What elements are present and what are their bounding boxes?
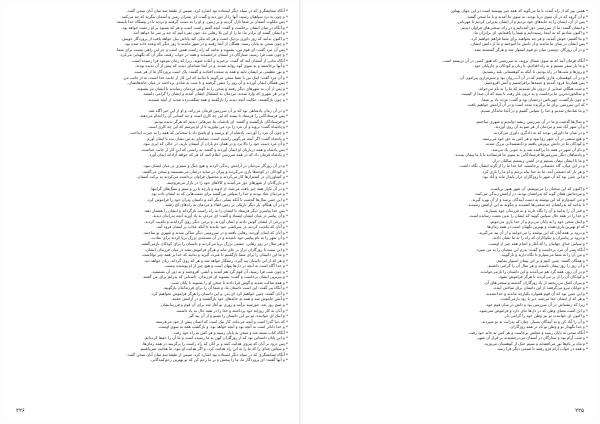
text-line: * همین نور که از راه آمده، با ما می‌گوید که همه چیز پیوسته است در این جهان پهناور. (449, 8, 588, 13)
text-line: * و بازرگانان از شهرهای دور می‌آمدند و کالاهای خود را در بازار می‌فروختند. (165, 179, 288, 185)
text-line: * آنگاه ستایشگری که در سپاه دیگر ایستاده بود اشاره کرد، سپس از طبقهٔ سه میان آنان سخن گفت. (126, 8, 288, 13)
text-line: * و آنها گفتند: ای پروردگار ما، ما را ببخش و بر ما رحم کن که تو بهترین رحم‌کنندگانی. (149, 357, 288, 363)
text-line: * و ما بار سفر بستیم و به راه افتادیم، با زنان و کودکان و چارپایان خود. (473, 63, 588, 69)
text-line: * و آن روز را روز پیمان نامیدند و هر سال آن را گرامی داشتند. (487, 263, 588, 269)
text-line: * و در آن روزگار، دوستی میان دو قوم استوار شد و هرگز گسسته نشد. (473, 46, 588, 52)
text-line: * و در آن بازار همه چیز یافت می‌شد، از ادویه و پارچه تا زر و سیم و سنگ‌های گرانبها. (150, 185, 288, 191)
text-line: * و سالخورده‌ترین ما برخاست و به درون غار رفت تا ببیند که آن صدا از کیست. (460, 91, 588, 97)
text-line: * و این پایان داستانی بود که از روزگاران کهن به ما رسیده است و ما آن را حفظ کرده‌ایم. (143, 335, 288, 341)
text-line: * و من امیدوارم که این نوشته به دست آیندگان برسد و از آن بهره گیرند. (471, 196, 588, 202)
text-line: * و فرستادگان بازگشتند و گفتند: ای پادشاه، ما چیزهایی دیدیم که هرگز ندیده بودیم. (153, 118, 288, 124)
text-line: * و آتش خاموش شد و همه به خانه‌های خود بازگشتند و در آرامش خفتند. (170, 296, 288, 302)
text-line: * پس خدا پیامبری دیگر فرستاد تا ایشان را به راه راست بازگرداند و ایشان را هشدار دهد. (143, 207, 288, 213)
text-line: * و سپاس خدای جهانیان را که آغاز و انجام همه چیز از اوست. (487, 240, 588, 246)
text-line: * و پیران اشک می‌ریختند از یاد روزگاران گذشته و سختی‌های آن. (483, 279, 588, 285)
text-line: * و چون بازگشتند، حکایت آنچه دیدند را بازگفتند و همه شگفت‌زده شدند از آنچه شنیدند. (147, 96, 288, 102)
text-line: * پس همگان ایمان آوردند و آن روز را جشن گرفتند و تا شب به شادی پرداختند در میان خانه‌هایشان. (127, 80, 288, 86)
text-line: * پس همان‌جا فرود آمدیم و خیمه‌ها برافراشتیم و آتش افروختیم. (484, 80, 588, 86)
text-line: * و روزها و شب‌ها در راه بودیم، تا آنکه به کوهستانی بلند رسیدیم. (481, 69, 588, 75)
text-line: * و آنان که ایمان آوردند، رهایی یافتند و در سرزمینی دیگر ساکن شدند و شهری نو ساختند. (142, 229, 288, 235)
right-page-body (312, 8, 588, 400)
text-line: * و هر بار که دشمنی آمد، ما به خدا پناه بردیم و او ما را یاری کرد. (481, 168, 588, 174)
text-line: * آنگاه ستایشگری که در سپاه دیگر ایستاده بود اشاره کرد، سپس از طبقهٔ سه میان آنان سخن گفت. (126, 351, 288, 357)
text-line: * و خدا نگهدار تو و وطن تو باد در همه روزگاران. (509, 324, 588, 330)
text-line: * و هیچ ستمی در آن شهر روا نبود و هر کس به حق خود می‌رسید. (481, 135, 588, 141)
text-line: * و درود بر پیامبران و نیکوکاران که راه را به ما نشان دادند. (491, 235, 588, 241)
text-line: * و شب هنگام، صدایی از درون غار شنیدیم که ما را به نام می‌خواند. (477, 85, 588, 91)
text-line: * آنگاه پسر آن مرد برخاست و گفت: پدرم این سخنان را به من سپرد. (475, 246, 588, 252)
text-line: * و در میان ما داورانی بودند که به دادگری داوری می‌کردند. (492, 130, 588, 136)
text-line: * و من آن را به شما می‌سپارم تا نگاه دارید و بازگویید. (500, 252, 588, 258)
text-line: * و آن پیامبر در میان ایشان ایستاد و گفت: ای مردم، به یاد آورید آنچه پدرانتان دیدند. (151, 213, 288, 219)
text-line: * و خدا آگاه است به آنچه در دل‌ها پنهان است و هیچ چیز از او پوشیده نیست. (164, 263, 288, 269)
book-gutter (299, 0, 301, 424)
left-page-number: ۲۲۶ (16, 408, 25, 414)
text-line: * و آنگاه پیر گفت: این است داستان ما، و شما آن را برای فرزندانتان بازگویید. (162, 285, 288, 291)
text-line: * و این سنت تا روزگاران دراز بر جای ماند و هرگز فراموش نشد در میان فرزندان ایشان. (144, 246, 288, 252)
text-line: * و درود بر همه آنان که این نوشته را می‌خوانند و از آن پند می‌گیرند. (477, 229, 588, 235)
text-line: * و اکنون شادیم که به اینجا رسیده‌ایم و شما را یافته‌ایم، ای برادران ما. (473, 30, 588, 36)
text-line: * پس ایشان در میان ما ماندند و از دانش ما آموختند و ما از دانش ایشان. (470, 41, 588, 47)
text-line: * و پادشاه گفت: اگر آنچه می‌گویی راست است، نشانه‌ای به من نشان بده تا ایمان آورم. (145, 135, 288, 141)
text-line: * و چون بازگشت، چهره‌اش درخشان بود و گفت: مژده باد بر شما. (480, 96, 588, 102)
text-line: * و آنگاه در میان ایشان برخاست و گفت: آنچه گفتم راست است و هر که بشنود بر او رحمت خواهد بود. (121, 24, 288, 30)
text-line: * آنگاه کتاب بسته شد و سخن به پایان رسید و هر کس به راه خود رفت. (172, 329, 288, 335)
text-line: * و چون سخن به پایان رسید، همگان از آنجا رفتند و در شهر ماندند تا روز دیگر که وعده داده شده بود. (123, 41, 288, 47)
text-line: * و ما این داستان را برای شما بازگفتیم تا عبرت گیرید و بدانید که خدا بر همه چیز تواناست. (141, 252, 288, 258)
text-line: * و ایشان گفتند: ما از سرزمینی دور آمده‌ایم و در راه، سختی‌های فراوان دیدیم. (460, 24, 588, 30)
text-line: * و ما گفتیم: خوش آمدید، و هر چه بخواهید برای شما فراهم خواهیم کرد. (470, 35, 588, 41)
text-line: * و نام آن شهر در همه جا پراکنده شد و به خوبی یاد می‌شد. (491, 146, 588, 152)
text-line: * پس درود بر آنان که پیروی هدایت کنند و بر آنان که راه راست را برگزینند در همه زمان‌ها. (141, 340, 288, 346)
text-line: * و کودکان آن را از بر می‌کردند تا هرگز فراموش نشود. (497, 274, 588, 280)
text-line: * و آن مرد دست خود را بالا برد و در همان دم باران از آسمان بارید، در حالی که ابری نبود. (142, 141, 288, 147)
text-line: * و قدر آن را بدانند و آن را نگاه دارند و به فرزندان خود بسپارند. (484, 207, 588, 213)
text-line: * و کودکان ما در دانش پرورش یافتند و دانشمندانی بزرگ شدند. (484, 141, 588, 147)
text-line: * و آن گروه که در آن سوی دریا بودند، به سوی ما آمدند و با ما سخن گفتند. (466, 13, 588, 19)
text-line: * و ما با ایشان پیمان بستیم و در آشتی زیستیم سالیان دراز. (491, 157, 588, 163)
text-line: * آنگاه فرمان آمد که به سوی شمال بروید، به سرزمینی که هنوز کسی در آن نزیسته است. (441, 57, 588, 63)
text-line: * و هر سال در روز رهایی، جشنی بزرگ برپا می‌کردند و داستان را برای کودکان بازمی‌گفتند. (140, 240, 288, 246)
text-line: * و آن مرد گفت: اینک من با شما سخن می‌گویم تا بدانید که این کار از جانب خدا است، نه از جانب من. (122, 74, 288, 80)
text-line: * زیرا که ریشه‌اش در آن سرزمین بود و دلش در میان قوم خود. (485, 301, 588, 307)
text-line: * و همه ساکت شدند و گوش فرا دادند تا سخن او را بشنوند تا پایان شب. (170, 279, 288, 285)
text-line: * تا بدانند که پدرانشان چه سختی‌ها کشیدند و چگونه به این آرامش رسیدند. (467, 202, 588, 208)
text-line: * و جوانان نیرو می‌گرفتند از این داستان برای ساختن آینده. (492, 285, 588, 291)
text-line: * و برخی از ایشان گوش دادند و ایمان آوردند، و برخی دیگر روی گرداندند و تکذیب کردند. (144, 218, 288, 224)
text-line: * و آن شهر آباد شد و مردمان از هر سو به آن روی آوردند. (494, 124, 588, 130)
text-line: * و در آن روز، همه گرد هم می‌آمدند و این داستان را بازمی‌خواندند. (479, 268, 588, 274)
text-line: * و اکنون که این سخنان را می‌نویسم، آن شهر هنوز برپاست. (489, 185, 588, 191)
text-line: * و آنها برخاستند و به سوی کوه روانه شدند، و در آنجا نشانه‌ای دیدند که پیش از آن ندیده بودند. (134, 63, 288, 69)
text-line: * و ما شادمان شدیم و خدا را سپاس گفتیم و در آنجا ماندگار شدیم. (479, 107, 588, 113)
text-line: * و نور عظیمی بر ایشان تابید و همه به سجده افتادند و گفتند: پاک است پروردگار ما از هر عیب. (133, 69, 288, 75)
text-line: * و در این میان، گاه دشمنانی برخاستند، اما خدا ما را از گزند ایشان نگاه داشت. (458, 163, 588, 169)
text-line: * و اکنون ای خواننده، تو نیز وطن خود را گرامی دار. (503, 313, 588, 319)
text-line: * و خدا داناتر است به آنچه بود و آنچه خواهد بود، و بازگشت همه به سوی اوست. (157, 324, 288, 330)
text-line: * و خدا را در همه حال سپاس گویند که ایشان را بدین نعمت رسانده است. (468, 213, 588, 219)
text-line: * و چون شب فرا رسید، ستارگان در آسمان درخشیدند و همه در خواب رفتند، مگر آن که نگهبانی می‌کرد. (119, 52, 288, 58)
text-line: * پس ملکوت آسمان بر شما نازل گردید و بر زمین، و او را به دست گرفتند و بردند تا در پیشگاه خدا بایستد. (115, 19, 288, 25)
text-line: * و مردمانش همان گونه که پدرانشان بودند، در آرامش زندگی می‌کنند. (474, 191, 588, 197)
text-line: * که او بهترین یاری‌دهنده و بهترین نگهبان است در همه زمان‌ها. (486, 224, 588, 230)
text-line: * و پس از آن، به شهرهای دیگر رفتند و سخن را به گوش مردمان رساندند تا ایشان نیز بشنوند. (136, 85, 288, 91)
text-line: * و هر که از این داستان پند گیرد، رستگار خواهد شد و هر که روی گرداند، زیان خواهد دید. (143, 257, 288, 263)
text-line: * و سپاس خدای را که ما را به این راه هدایت کرد، و اگر هدایت او نبود، ما هدایت نمی‌یافتیم. (139, 346, 288, 352)
text-line: * و پیرترین ایشان برخاست و گفت: بشنوید ای فرزندان، داستانی که پدرانم برای من گفتند. (142, 274, 288, 280)
left-page-body (12, 8, 288, 400)
text-line: * و کشاورزان در کشتزارها کار می‌کردند و محصول فراوان برداشت می‌کردند به برکت آسمان. (136, 174, 288, 180)
right-page (304, 6, 596, 418)
text-line: * و چون آن مرد را آوردند، پادشاه از او پرسید و او پاسخ داد با سخنانی که همه را به حیرت انداخت. (129, 130, 288, 136)
text-line: * پس آن مرد گفت: ای قوم من، بشنوید و بدانید که راه راست همین است و جز این راهی نیست برای شما. (115, 46, 288, 52)
text-line: * و این چنین بود که آن شهر تا روزگاران دراز پایدار ماند و آباد بود. (481, 174, 588, 180)
text-line: * و همگان گفتند: چنین کنیم و بر این پیمان استوار بمانیم. (496, 257, 588, 263)
text-line: * و سال‌ها گذشت و ما در آن سرزمین ریشه دواندیم و شهری ساختیم. (475, 118, 588, 124)
text-line: * و صبح روز بعد، خورشید برآمد و روزی نو آغاز شد برای آن قوم و فرزندانشان. (159, 301, 288, 307)
text-line: * پس فرستادگانی را فرستاد تا ببینند که این چه کاری است و چه کسانی آن را انجام می‌دهند. (139, 113, 288, 119)
text-line: * که این سرزمین برای ما برگزیده شده است و در آن آرامش خواهیم یافت. (466, 102, 588, 108)
text-line: * و چون به نزد سپاهیان رسید، آنها را از دور دید و گفت: ای پسران زمین و آسمان بنگرید که چه می‌کنید. (120, 13, 288, 19)
text-line: * و در آن هنگام، بار دیگر تاریکی بر زمین افتاد و مردمان به راه‌های کج رفتند. (164, 202, 288, 208)
left-page (4, 6, 296, 418)
text-line: * آنگاه ندایی از آسمان آمد که گفت: برخیزید و آماده شوید، زیرا که زمان موعود فرا رسیده است. (131, 57, 288, 63)
text-line: * و در هر شهری که وارد شدند، مردمان به استقبال ایشان آمدند و ایشان را گرامی داشتند. (142, 91, 288, 97)
text-line: * پس پادشاه و همه درباریان او ایمان آوردند و گفتند: به راستی که این کار از جانب خداست. (140, 146, 288, 152)
text-line: * و در آن روزگار مردمان در آرامش زندگی کردند و هیچ جنگ و ستیزی در میان ایشان نبود. (142, 163, 288, 169)
text-line: * و مردمان شاد بودند و خدا را سپاس می‌گفتند برای نعمت‌هایی که به ایشان داده بود. (150, 191, 288, 197)
text-line: * پس از آن، ایشان را به خانه‌های خود بردیم و از ایشان پذیرایی کردیم با مهربانی. (456, 19, 588, 25)
text-line: * و همه در خواب آرام فرو رفتند تا صبحی دیگر فرا رسد. (496, 346, 588, 352)
text-line: * و اینک ای خواننده، تو نیز این داستان را بشنو و از آن پند گیر. (187, 313, 288, 319)
text-line: * و آن را آباد کن و به آیندگان بسپار، چنان که پدرانت به تو سپردند. (480, 318, 588, 324)
text-line: * و کودکان در کوچه‌ها بازی می‌کردند و پیران در سایه درختان می‌نشستند و سخن می‌گفتند. (141, 168, 288, 174)
text-line: * و اینک سخن خود را به پایان می‌برم و از خدا یاری می‌جویم. (489, 218, 588, 224)
text-line: * و ماه بر بام‌ها نور می‌افشاند و نسیم خنک از کوهستان می‌وزید. (483, 340, 588, 346)
text-line: * و اکنون بدانید که روز داوری نزدیک است و هر که نیکی کند پاداش نیک خواهد یافت از پروردگار خویش. (120, 35, 288, 41)
text-line: * و پادشاهان دیگر سرزمین‌ها فرستادگانی به سوی ما فرستادند تا با ما پیمان ببندند. (454, 152, 588, 158)
text-line: * و ایشان گفتند ای برادر ما، ما را از این بلا رهایی ده، چون نمی‌دانیم که چه بر سر ما خواهد آمد. (132, 30, 288, 36)
text-line: * و چون شب فرا رسید، آن قوم گرد هم آمدند و آتشی افروختند و به دور آن نشستند. (151, 268, 288, 274)
text-line: * و در آن زمان پادشاهی بود که بر آن سرزمین فرمان می‌راند، و او از این خبر آگاه شد. (147, 107, 288, 113)
text-line: * و پادشاه فرمان داد که در همه سرزمین اعلام کنند که هر که خواهد آزادانه ایمان آورد. (148, 152, 288, 158)
text-line: * و این چنین بود که آن قوم همواره یکپارچه ماندند و جدا نشدند. (485, 290, 588, 296)
text-line: * و پادشاه گفت: بروید و آن مرد را نزد من بیاورید تا از او بپرسم که این چه کاری است. (147, 124, 288, 130)
text-line: * و هر که از ایشان جدا می‌شد، دیر یا زود بازمی‌گشت. (499, 296, 588, 302)
text-line: * و این چنین سال‌ها گذشت تا آنکه نسلی دیگر آمد و داستان پدران خود را فراموش کرد. (146, 196, 288, 202)
text-line: * و آن شهر را به نام پیامبر خود نامیدند و در آن مسجدی بزرگ برپا کردند برای عبادت. (150, 235, 288, 241)
text-line: * و شب آرام بود و ستارگان در آسمان می‌درخشیدند بر فراز آن شهر. (476, 335, 588, 341)
text-line: * و آنان که تکذیب کردند، در سرکشی خود ماندند تا آنکه عذاب بر ایشان فرود آمد. (155, 224, 288, 230)
text-line: * و آنان به کار روزانه خود پرداختند و خدا را در همه حال به یاد داشتند. (175, 307, 288, 313)
text-line: * و در آن کوهستان، غاری یافتیم که در آن آب روان بود و سبزه‌زاری پیرامون آن. (459, 74, 588, 80)
text-line: * و این است معنای وطن که در دل‌ها جای دارد و فراموش نمی‌شود. (478, 307, 588, 313)
text-line: * آنگاه سخن به پایان رسید و مجلس برخاست و هر کس به خانه خود رفت. (467, 329, 588, 335)
right-page-number: ۲۲۵ (575, 408, 584, 414)
text-line: * که دنیا گذرا است و آنچه می‌ماند، کار نیک است که انسان پیش از خود می‌فرستد. (154, 318, 288, 324)
text-line: * و آنان گفتند: چنین خواهیم کرد ای پدر، و این داستان را هرگز فراموش نخواهیم کرد. (150, 290, 288, 296)
